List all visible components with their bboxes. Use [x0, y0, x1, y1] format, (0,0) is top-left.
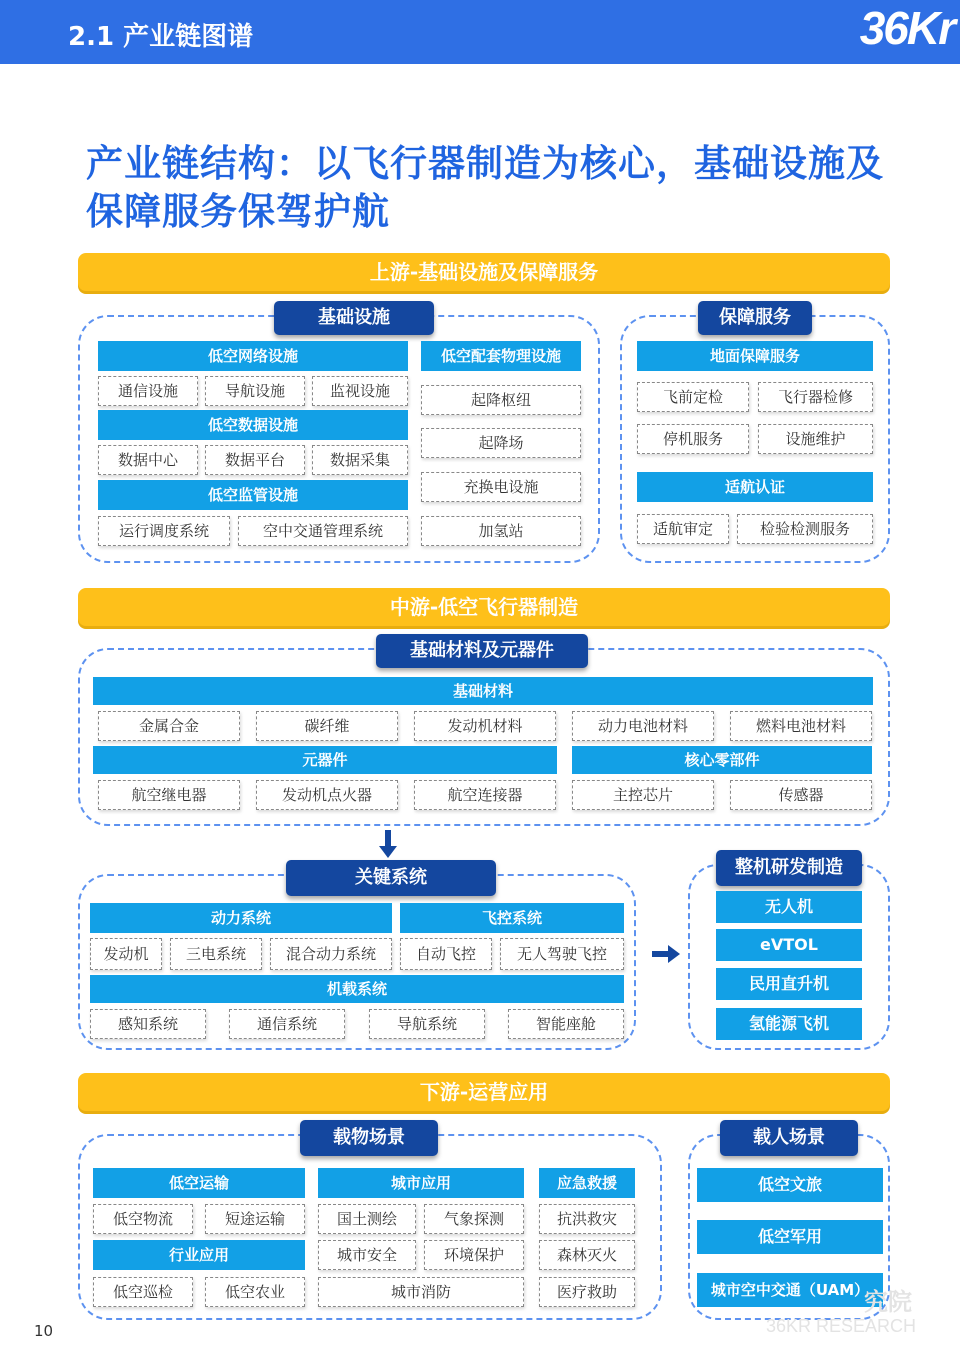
base-material-item: 发动机材料: [414, 711, 556, 741]
power-item: 混合动力系统: [270, 938, 392, 970]
city-item: 气象探测: [424, 1204, 524, 1234]
rescue-item: 森林灭火: [539, 1240, 635, 1270]
flight-control-item: 自动飞控: [400, 938, 492, 970]
core-parts-bar: 核心零部件: [572, 746, 872, 774]
aircraft-item: 无人机: [716, 891, 862, 923]
base-material-item: 金属合金: [98, 711, 240, 741]
component-item: 航空连接器: [414, 780, 556, 810]
core-part-item: 传感器: [730, 780, 872, 810]
base-material-item: 碳纤维: [256, 711, 398, 741]
physical-item: 起降场: [421, 428, 581, 458]
rescue-item: 医疗救助: [539, 1277, 635, 1307]
transport-bar: 低空运输: [93, 1168, 305, 1198]
industry-bar: 行业应用: [93, 1240, 305, 1270]
city-item: 环境保护: [424, 1240, 524, 1270]
onboard-item: 导航系统: [369, 1009, 485, 1039]
power-item: 发动机: [90, 938, 162, 970]
service-pill: 保障服务: [698, 301, 812, 335]
ground-item: 飞行器检修: [758, 382, 873, 412]
physical-item: 加氢站: [421, 516, 581, 546]
passenger-item: 城市空中交通（UAM）: [697, 1273, 883, 1307]
passenger-item: 低空文旅: [697, 1168, 883, 1202]
header-bar: [0, 0, 960, 64]
power-bar: 动力系统: [90, 903, 392, 933]
arrow-down-icon: [385, 830, 391, 848]
city-item: 城市安全: [318, 1240, 416, 1270]
data-bar: 低空数据设施: [98, 410, 408, 440]
whole-aircraft-pill: 整机研发制造: [716, 850, 862, 886]
onboard-item: 智能座舱: [508, 1009, 624, 1039]
flight-control-bar: 飞控系统: [400, 903, 624, 933]
ground-item: 飞前定检: [637, 382, 749, 412]
airworthiness-bar: 适航认证: [637, 472, 873, 502]
physical-item: 充换电设施: [421, 472, 581, 502]
passenger-item: 低空军用: [697, 1220, 883, 1254]
component-item: 发动机点火器: [256, 780, 398, 810]
supervision-bar: 低空监管设施: [98, 480, 408, 510]
ground-bar: 地面保障服务: [637, 341, 873, 371]
airworthiness-item: 检验检测服务: [737, 514, 873, 544]
supervision-item: 运行调度系统: [98, 516, 230, 546]
data-item: 数据平台: [205, 445, 305, 475]
ground-item: 设施维护: [758, 424, 873, 454]
network-item: 监视设施: [312, 376, 408, 406]
upstream-band: 上游-基础设施及保障服务: [78, 253, 890, 291]
materials-pill: 基础材料及元器件: [376, 634, 588, 668]
core-part-item: 主控芯片: [572, 780, 714, 810]
rescue-item: 抗洪救灾: [539, 1204, 635, 1234]
base-materials-bar: 基础材料: [93, 677, 873, 705]
industry-item: 低空农业: [205, 1277, 305, 1307]
city-item: 城市消防: [318, 1277, 524, 1307]
data-item: 数据中心: [98, 445, 198, 475]
systems-pill: 关键系统: [286, 860, 496, 896]
page-headline: 产业链结构：以飞行器制造为核心，基础设施及保障服务保驾护航: [86, 142, 884, 233]
onboard-item: 感知系统: [90, 1009, 206, 1039]
aircraft-item: 氢能源飞机: [716, 1008, 862, 1040]
flight-control-item: 无人驾驶飞控: [500, 938, 624, 970]
physical-bar: 低空配套物理设施: [421, 341, 581, 371]
transport-item: 短途运输: [205, 1204, 305, 1234]
supervision-item: 空中交通管理系统: [238, 516, 408, 546]
component-item: 航空继电器: [98, 780, 240, 810]
page-number: 10: [34, 1322, 54, 1340]
network-item: 通信设施: [98, 376, 198, 406]
industry-item: 低空巡检: [93, 1277, 193, 1307]
network-bar: 低空网络设施: [98, 341, 408, 371]
passenger-pill: 载人场景: [720, 1120, 858, 1156]
transport-item: 低空物流: [93, 1204, 193, 1234]
onboard-item: 通信系统: [229, 1009, 345, 1039]
base-material-item: 动力电池材料: [572, 711, 714, 741]
watermark-cn: 究院: [864, 1288, 912, 1316]
onboard-bar: 机载系统: [90, 975, 624, 1003]
aircraft-item: eVTOL: [716, 929, 862, 961]
physical-item: 起降枢纽: [421, 385, 581, 415]
infra-pill: 基础设施: [274, 301, 434, 335]
power-item: 三电系统: [170, 938, 262, 970]
midstream-band: 中游-低空飞行器制造: [78, 588, 890, 626]
network-item: 导航设施: [205, 376, 305, 406]
base-material-item: 燃料电池材料: [730, 711, 872, 741]
cargo-pill: 载物场景: [300, 1120, 438, 1156]
components-bar: 元器件: [93, 746, 557, 774]
rescue-bar: 应急救援: [539, 1168, 635, 1198]
city-item: 国土测绘: [318, 1204, 416, 1234]
ground-item: 停机服务: [637, 424, 749, 454]
arrow-right-icon: [652, 951, 670, 957]
watermark-en: 36KR RESEARCH: [766, 1316, 917, 1336]
downstream-band: 下游-运营应用: [78, 1073, 890, 1111]
city-bar: 城市应用: [318, 1168, 524, 1198]
data-item: 数据采集: [312, 445, 408, 475]
aircraft-item: 民用直升机: [716, 968, 862, 1000]
brand-logo: 36Kr: [859, 2, 954, 54]
section-title: 2.1 产业链图谱: [68, 22, 254, 52]
airworthiness-item: 适航审定: [637, 514, 729, 544]
